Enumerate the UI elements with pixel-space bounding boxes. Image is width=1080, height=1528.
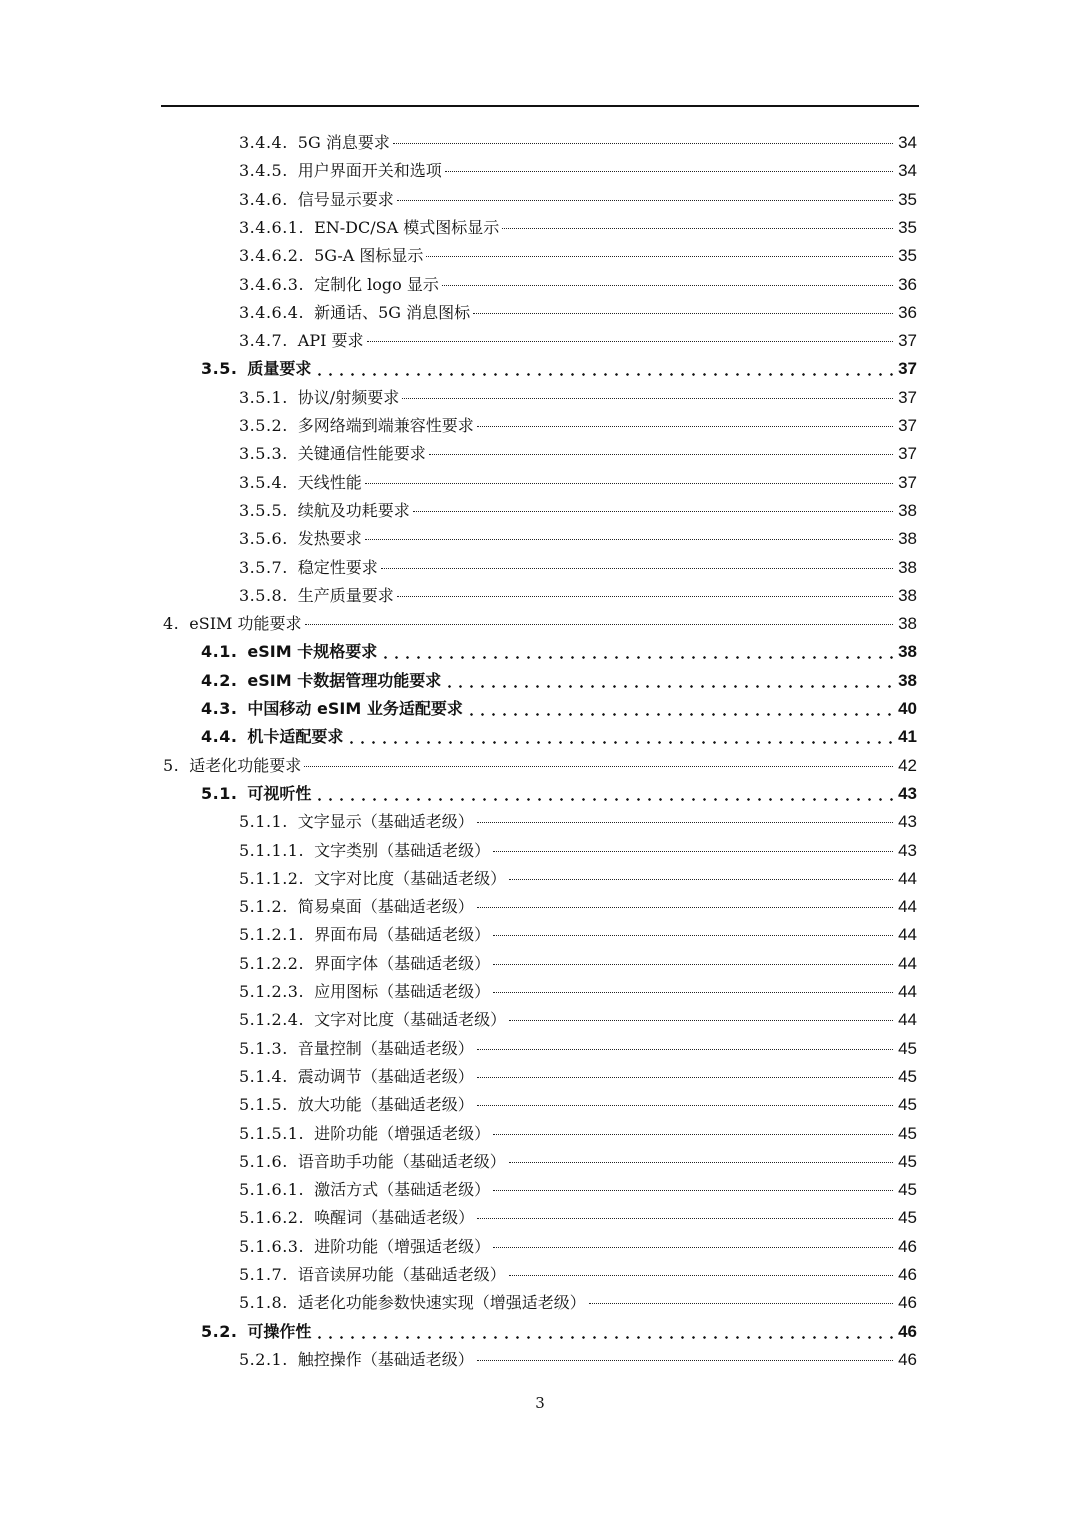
toc-entry-page: 38 [898,585,917,605]
toc-dot-leader [493,964,893,965]
toc-dot-leader [314,792,893,795]
toc-entry[interactable] [239,1036,917,1064]
toc-dot-leader [426,256,893,257]
toc-entry-title: 适老化功能要求 [189,755,302,775]
toc-entry[interactable] [239,1347,917,1375]
toc-dot-leader [493,1134,893,1135]
toc-dot-leader [509,1162,893,1163]
toc-entry[interactable] [239,1149,917,1177]
toc-entry[interactable] [201,724,917,752]
toc-entry[interactable] [239,922,917,950]
toc-entry-title: 文字对比度（基础适老级） [314,868,507,888]
toc-entry-number: 4.2. [201,670,238,690]
toc-entry[interactable] [239,1177,917,1205]
toc-entry[interactable] [239,1290,917,1318]
toc-entry-title: API 要求 [297,331,364,351]
toc-entry-title: 新通话、5G 消息图标 [314,302,471,322]
toc-entry-title: 界面布局（基础适老级） [314,925,491,945]
toc-entry-page: 45 [898,1208,917,1228]
toc-entry-title: 进阶功能（增强适老级） [314,1123,491,1143]
toc-entry-title: 文字显示（基础适老级） [297,812,474,832]
toc-dot-leader [397,200,893,201]
toc-entry[interactable] [239,470,917,498]
toc-entry-number: 5.1.4. [239,1066,288,1086]
toc-entry-number: 3.5.1. [239,387,288,407]
toc-entry-page: 38 [898,557,917,577]
toc-entry-number: 3.5.4. [239,472,288,492]
toc-entry-number: 5.1.6. [239,1151,288,1171]
toc-entry-page: 46 [898,1349,917,1369]
toc-entry-number: 3.4.5. [239,161,288,181]
toc-entry-page: 35 [898,217,917,237]
toc-entry[interactable] [239,243,917,271]
toc-entry[interactable] [163,611,917,639]
toc-entry-page: 43 [898,840,917,860]
toc-entry-title: eSIM 功能要求 [189,614,302,634]
toc-dot-leader [477,1049,893,1050]
toc-entry-page: 46 [898,1236,917,1256]
toc-entry-number: 5.1.7. [239,1265,288,1284]
toc-dot-leader [367,341,893,342]
toc-entry[interactable] [239,441,917,469]
toc-entry[interactable] [201,1319,917,1347]
toc-entry-title: 触控操作（基础适老级） [297,1349,474,1369]
toc-dot-leader [493,1190,893,1191]
toc-entry-number: 3.4.6.4. [239,302,305,322]
toc-dot-leader [493,1247,893,1248]
toc-entry-number: 5.1. [201,783,238,803]
toc-dot-leader [509,879,893,880]
toc-entry[interactable] [201,781,917,809]
toc-entry-page: 36 [898,274,917,294]
toc-entry[interactable] [239,215,917,243]
toc-entry-number: 5.1.2.3. [239,982,305,1001]
toc-entry-page: 37 [898,444,917,464]
toc-entry-number: 5. [163,755,180,775]
toc-entry-page: 37 [898,331,917,351]
toc-dot-leader [445,171,893,172]
toc-entry-title: 震动调节（基础适老级） [297,1066,474,1086]
toc-entry-title: 多网络端到端兼容性要求 [297,416,474,435]
toc-entry-page: 35 [898,189,917,209]
toc-dot-leader [397,596,893,597]
toc-entry-title: 激活方式（基础适老级） [314,1180,491,1200]
toc-entry-page: 44 [898,982,917,1001]
toc-dot-leader [493,992,893,993]
toc-entry-title: 唤醒词（基础适老级） [314,1208,475,1228]
toc-dot-leader [493,935,893,936]
toc-entry[interactable] [239,130,917,158]
toc-entry-number: 5.2.1. [239,1349,288,1369]
toc-entry-number: 3.5.3. [239,444,288,464]
toc-entry-page: 38 [898,642,917,662]
toc-entry-title: 天线性能 [297,472,362,492]
toc-dot-leader [589,1303,893,1304]
toc-dot-leader [304,766,893,767]
toc-dot-leader [380,650,893,653]
toc-entry-page: 45 [898,1180,917,1200]
toc-entry-number: 5.1.8. [239,1293,288,1313]
toc-entry[interactable] [239,498,917,526]
toc-entry[interactable] [239,413,917,441]
toc-entry[interactable] [239,385,917,413]
toc-dot-leader [477,426,893,427]
toc-entry[interactable] [239,1007,917,1035]
toc-entry-number: 5.1.2.4. [239,1010,305,1030]
toc-entry[interactable] [201,668,917,696]
toc-entry-page: 44 [898,953,917,973]
toc-entry-title: 协议/射频要求 [297,387,400,407]
toc-entry[interactable] [239,1205,917,1233]
toc-entry[interactable] [239,1092,917,1120]
toc-dot-leader [346,735,893,738]
toc-entry-number: 3.4.6.1. [239,217,305,237]
toc-entry[interactable] [239,894,917,922]
toc-entry-number: 5.1.2.2. [239,953,305,973]
toc-entry[interactable] [239,328,917,356]
toc-entry-number: 3.4.6.3. [239,274,305,294]
toc-dot-leader [365,539,893,540]
toc-entry-page: 45 [898,1123,917,1143]
toc-entry-title: 关键通信性能要求 [297,444,426,464]
toc-dot-leader [477,1218,893,1219]
toc-entry-number: 3.5.2. [239,416,288,435]
toc-entry[interactable] [239,866,917,894]
toc-entry-title: 生产质量要求 [297,585,394,605]
toc-dot-leader [477,1105,893,1106]
toc-dot-leader [473,313,893,314]
toc-dot-leader [466,707,893,710]
toc-entry-number: 4. [163,614,180,634]
toc-dot-leader [477,1360,893,1361]
toc-entry-title: 稳定性要求 [297,557,378,577]
toc-entry-number: 5.1.3. [239,1038,288,1058]
toc-entry[interactable] [201,639,917,667]
toc-entry-page: 46 [898,1293,917,1313]
toc-entry[interactable] [239,300,917,328]
toc-entry-number: 5.1.6.1. [239,1180,305,1200]
toc-entry[interactable] [239,1064,917,1092]
toc-entry-title: 5G 消息要求 [297,133,390,152]
toc-entry-title: 信号显示要求 [297,189,394,209]
toc-entry-page: 44 [898,868,917,888]
toc-entry-page: 45 [898,1095,917,1115]
toc-entry-number: 5.1.5. [239,1095,288,1115]
toc-dot-leader [305,624,894,625]
toc-dot-leader [429,454,893,455]
toc-entry-title: 简易桌面（基础适老级） [297,897,474,917]
toc-entry-number: 3.5.5. [239,500,288,520]
toc-entry-number: 5.1.1.2. [239,868,305,888]
toc-entry[interactable] [239,158,917,186]
toc-entry[interactable] [239,555,917,583]
toc-entry[interactable] [239,187,917,215]
toc-entry[interactable] [239,583,917,611]
toc-entry[interactable] [239,838,917,866]
toc-entry-title: eSIM 卡规格要求 [247,642,378,662]
toc-entry-page: 44 [898,925,917,945]
toc-entry-title: 放大功能（基础适老级） [297,1095,474,1115]
toc-entry-page: 38 [898,529,917,549]
toc-entry-title: 文字对比度（基础适老级） [314,1010,507,1030]
toc-entry[interactable] [239,1121,917,1149]
toc-entry-title: 定制化 logo 显示 [314,274,439,294]
toc-entry-page: 45 [898,1151,917,1171]
toc-dot-leader [477,1077,893,1078]
toc-entry[interactable] [239,526,917,554]
toc-entry-page: 35 [898,246,917,266]
toc-entry-page: 46 [898,1321,917,1341]
toc-dot-leader [509,1020,893,1021]
toc-entry-page: 38 [898,670,917,690]
toc-entry-title: 界面字体（基础适老级） [314,953,491,973]
toc-dot-leader [314,1330,893,1333]
toc-entry-title: 可操作性 [247,1321,312,1341]
toc-entry-page: 45 [898,1066,917,1086]
toc-entry-number: 4.3. [201,699,238,718]
toc-dot-leader [402,398,893,399]
toc-entry-page: 41 [898,727,917,747]
toc-entry-title: 应用图标（基础适老级） [314,982,491,1001]
toc-entry[interactable] [201,356,917,384]
toc-entry-page: 45 [898,1038,917,1058]
toc-dot-leader [509,1275,893,1276]
toc-entry[interactable] [163,753,917,781]
toc-entry-title: eSIM 卡数据管理功能要求 [247,670,442,690]
toc-entry-page: 42 [898,755,917,775]
toc-entry-title: EN-DC/SA 模式图标显示 [314,217,500,237]
toc-entry-page: 37 [898,416,917,435]
toc-entry-number: 3.4.6. [239,189,288,209]
toc-entry-number: 5.1.2.1. [239,925,305,945]
toc-entry-number: 3.4.6.2. [239,246,305,266]
toc-dot-leader [493,851,893,852]
toc-dot-leader [381,568,893,569]
toc-entry-page: 38 [898,614,917,634]
toc-entry-page: 46 [898,1265,917,1284]
toc-dot-leader [442,285,893,286]
toc-entry-title: 中国移动 eSIM 业务适配要求 [247,699,463,718]
toc-entry[interactable] [239,809,917,837]
toc-entry[interactable] [239,1262,917,1290]
header-rule [161,105,919,107]
toc-dot-leader [314,367,893,370]
toc-entry-page: 43 [898,783,917,803]
toc-entry-number: 5.1.6.2. [239,1208,305,1228]
toc-entry-title: 质量要求 [247,359,312,379]
toc-entry-title: 进阶功能（增强适老级） [314,1236,491,1256]
toc-entry-title: 语音读屏功能（基础适老级） [297,1265,506,1284]
toc-entry-number: 5.1.6.3. [239,1236,305,1256]
toc-entry-title: 适老化功能参数快速实现（增强适老级） [297,1293,586,1313]
toc-entry-number: 4.4. [201,727,238,747]
toc-entry-title: 可视听性 [247,783,312,803]
toc-entry-number: 3.5.7. [239,557,288,577]
toc-entry-title: 续航及功耗要求 [297,500,410,520]
toc-dot-leader [444,679,893,682]
toc-entry-title: 5G-A 图标显示 [314,246,424,266]
toc-entry-page: 43 [898,812,917,832]
toc-entry-title: 音量控制（基础适老级） [297,1038,474,1058]
toc-entry[interactable] [201,696,917,724]
toc-entry-title: 文字类别（基础适老级） [314,840,491,860]
toc-dot-leader [477,822,893,823]
toc-dot-leader [393,143,893,144]
toc-entry-page: 37 [898,387,917,407]
toc-entry-page: 34 [898,161,917,181]
toc-entry-page: 44 [898,897,917,917]
toc-entry-number: 5.1.1.1. [239,840,305,860]
toc-entry-number: 4.1. [201,642,238,662]
toc-entry-number: 3.5. [201,359,238,379]
toc-entry-page: 38 [898,500,917,520]
toc-dot-leader [502,228,893,229]
toc-entry-page: 40 [898,699,917,718]
toc-entry-title: 用户界面开关和选项 [297,161,442,181]
toc-entry-number: 5.1.5.1. [239,1123,305,1143]
toc-dot-leader [413,511,893,512]
toc-entry-title: 发热要求 [297,529,362,549]
toc-entry-page: 37 [898,472,917,492]
toc-dot-leader [477,907,893,908]
toc-entry-title: 语音助手功能（基础适老级） [297,1151,506,1171]
toc-entry-title: 机卡适配要求 [247,727,344,747]
toc-entry-page: 34 [898,133,917,152]
page-number: 3 [535,1394,545,1412]
toc-entry[interactable] [239,979,917,1007]
toc-dot-leader [365,483,893,484]
toc-entry-number: 3.4.4. [239,133,288,152]
toc-entry-number: 5.1.1. [239,812,288,832]
toc-entry[interactable] [239,272,917,300]
toc-entry-number: 3.5.6. [239,529,288,549]
toc-entry-number: 3.5.8. [239,585,288,605]
toc-entry[interactable] [239,1234,917,1262]
toc-entry-number: 5.2. [201,1321,238,1341]
toc-entry-number: 3.4.7. [239,331,288,351]
toc-entry-page: 36 [898,302,917,322]
toc-entry[interactable] [239,951,917,979]
toc-entry-page: 37 [898,359,917,379]
toc-entry-number: 5.1.2. [239,897,288,917]
toc-entry-page: 44 [898,1010,917,1030]
